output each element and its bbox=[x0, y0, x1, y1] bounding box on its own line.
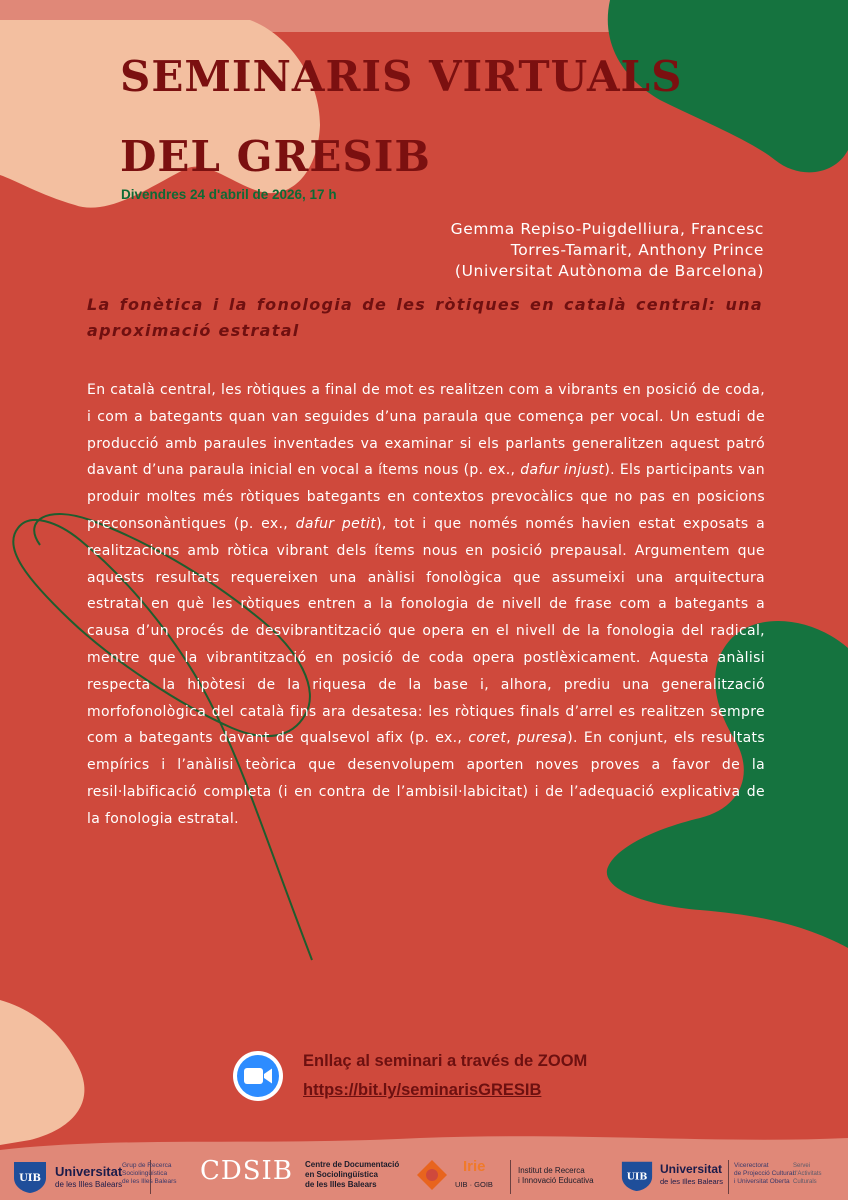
video-camera-icon[interactable] bbox=[232, 1050, 284, 1102]
abstract-text-2: ). Els participants van produir moltes més ròtiques bategants en contextos prevocàlics que no pas en posicions preconsonàntiques (p. ex., bbox=[87, 462, 766, 532]
uib-name-sub: de les Illes Balears bbox=[55, 1180, 123, 1189]
uib-shield-icon-2 bbox=[620, 1158, 654, 1192]
abstract-text-4: , bbox=[506, 730, 518, 747]
servei-activitats: Servei d'Activitats Culturals bbox=[793, 1163, 822, 1185]
zoom-link[interactable]: https://bit.ly/seminarisGRESIB bbox=[303, 1081, 542, 1099]
svg-text:UIB: UIB bbox=[626, 1171, 648, 1183]
cdsib-name: Centre de Documentació en Sociolingüística de les Illes Balears bbox=[305, 1160, 400, 1189]
talk-title: La fonètica i la fonologia de les ròtiques en català central: una aproximació estratal bbox=[87, 295, 763, 340]
abstract-text-1: En català central, les ròtiques a final de mot es realitzen com a vibrants en posició de coda, i com a bategants quan van seguides d’una paraula que comença per vocal. Un estudi de producció amb paraules inventades va examinar si els parlants generalitzen aquest patró davant d’una paraula inicial en vocal a ítems nous (p. ex., bbox=[87, 382, 765, 479]
authors bbox=[334, 219, 764, 282]
authors-affiliation: (Universitat Autònoma de Barcelona) bbox=[454, 262, 764, 280]
abstract bbox=[87, 377, 765, 833]
example-puresa: puresa bbox=[517, 730, 568, 747]
uib-badge-text: UIB bbox=[19, 1173, 41, 1184]
irie-logo-text: Irie bbox=[463, 1158, 486, 1175]
seminar-date: Divendres 24 d'abril de 2026, 17 h bbox=[121, 187, 337, 202]
example-dafur-petit: dafur petit bbox=[295, 515, 377, 532]
seminar-title-line2: DEL GRESIB bbox=[120, 132, 431, 181]
zoom-label: Enllaç al seminari a través de ZOOM bbox=[303, 1052, 588, 1070]
uib-name-2: Universitat bbox=[660, 1162, 723, 1176]
uib-name-2-sub: de les Illes Balears bbox=[660, 1177, 723, 1186]
irie-sub: UIB · GOIB bbox=[455, 1180, 493, 1189]
irie-name: Institut de Recerca i Innovació Educativa bbox=[518, 1166, 594, 1185]
abstract-text-3: ), tot i que només només havien estat exposats a realitzacions amb ròtica vibrant dels ítems nous en posició prepausal. Argumentem que aquests resultats requereixen una anàlisi fonològica que assumeixi una arquitectura estratal en què les ròtiques entren a la fonologia de nivell de frase com a bategants a causa d’un procés de desvibrantització que opera en el nivell de la fonologia del radical, mentre que la vibrantització en posició de coda opera postlèxicament. Aquesta anàlisi respecta la hipòtesi de la riquesa de la base i, alhora, prediu una generalització morfofonològica del català fins ara desatesa: les ròtiques finals d’arrel es realitzen sempre com a bategants davant de qualsevol afix (p. ex., bbox=[87, 515, 765, 747]
uib-shield-icon bbox=[12, 1158, 48, 1194]
example-dafur-injust: dafur injust bbox=[520, 462, 605, 479]
abstract-text-5: ). En conjunt, els resultats empírics i l’anàlisi teòrica que desenvolupem aporten noves proves a favor de la resil·labificació completa (i en contra de l’ambisil·labicitat) i de l’adequació explicativa de la fonologia estratal. bbox=[87, 730, 765, 827]
uib-name: Universitat bbox=[55, 1164, 123, 1179]
seminar-title-line1: SEMINARIS VIRTUALS bbox=[120, 52, 683, 101]
abstract-paragraph bbox=[87, 377, 765, 833]
irie-logo-icon bbox=[415, 1158, 449, 1192]
example-coret: coret bbox=[468, 730, 507, 747]
authors-line1: Gemma Repiso-Puigdelliura, Francesc bbox=[450, 220, 764, 238]
vicerectorat: Vicerectorat de Projecció Cultural i Universitat Oberta bbox=[734, 1162, 794, 1185]
authors-line2: Torres-Tamarit, Anthony Prince bbox=[510, 241, 764, 259]
cdsib-logo: CDSIB bbox=[200, 1156, 293, 1186]
footer-logos bbox=[0, 1140, 848, 1200]
gresib-group: Grup de Recerca Sociolingüística de les Illes Balears bbox=[122, 1162, 177, 1185]
